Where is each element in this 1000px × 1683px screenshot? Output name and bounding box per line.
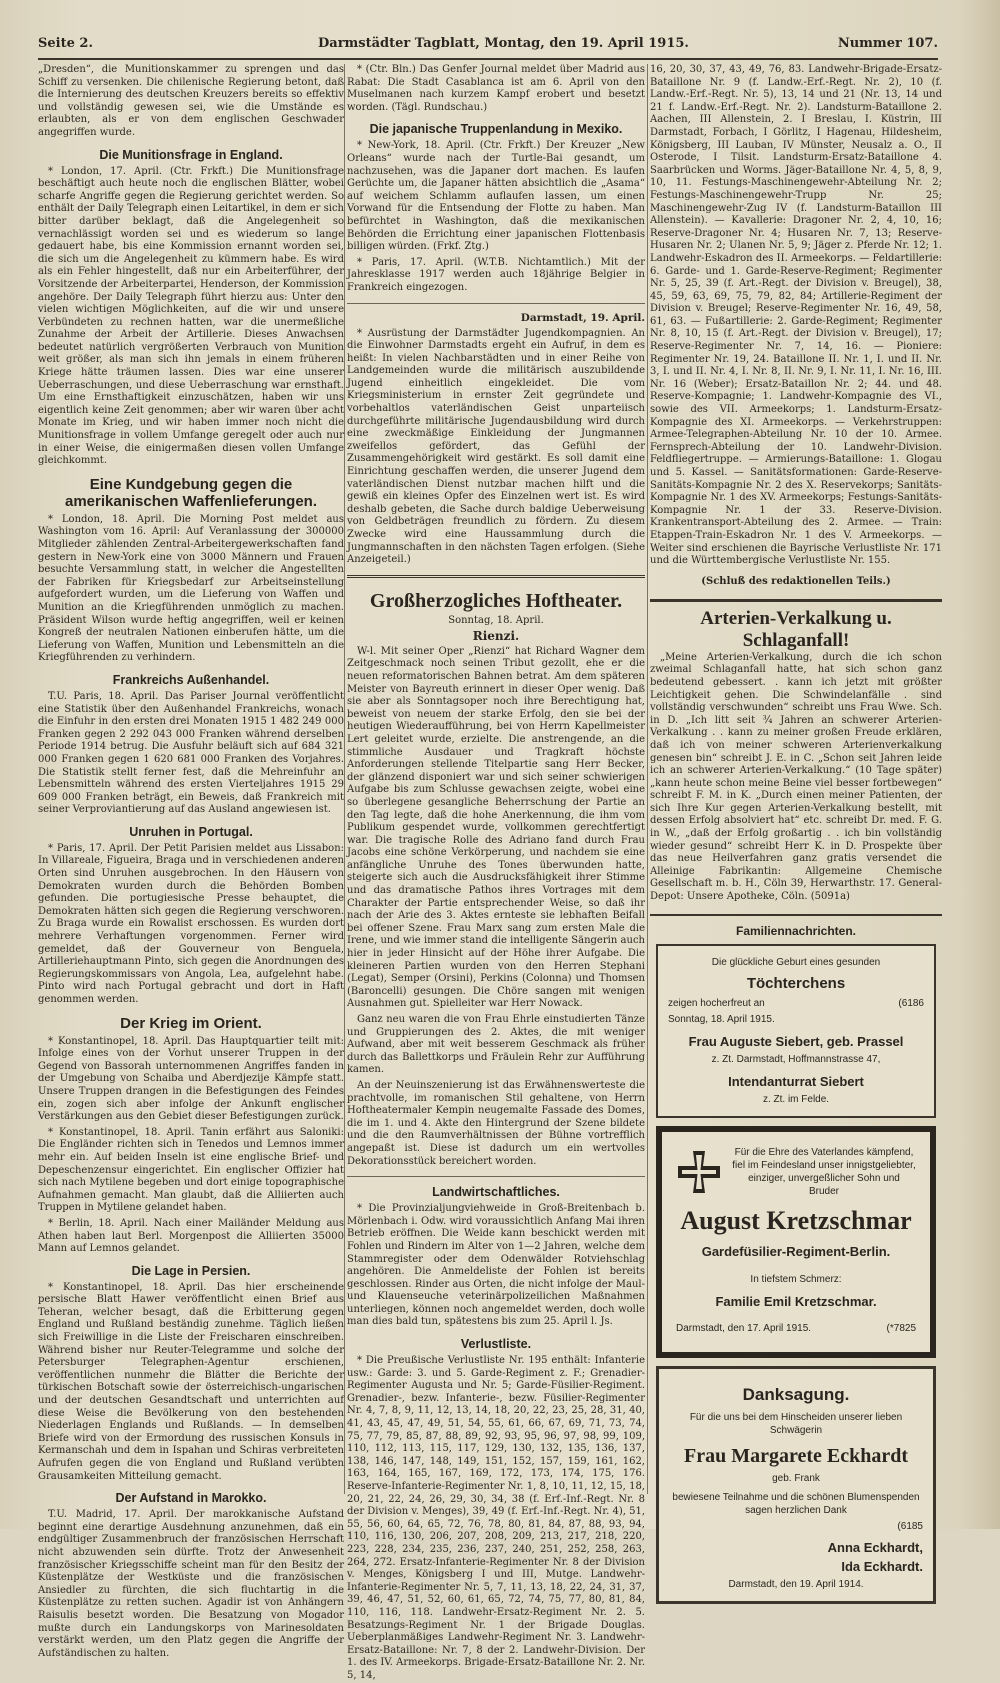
headline-hoftheater: Großherzogliches Hoftheater.: [369, 589, 623, 612]
thanks-place-date: Darmstadt, den 19. April 1914.: [728, 1578, 864, 1590]
death-intro: Für die Ehre des Vaterlandes kämpfend, fiel im Feindesland unser innigstgeliebter, einziger, unvergeßlicher Sohn und Bruder: [732, 1146, 916, 1197]
column-divider: [647, 64, 648, 1494]
headline-orient: Der Krieg im Orient.: [120, 1014, 262, 1032]
section-rule: [347, 1176, 645, 1177]
birth-date: Sonntag, 18. April 1915.: [668, 1013, 775, 1025]
birth-mother: Frau Auguste Siebert, geb. Prassel: [688, 1033, 904, 1049]
birth-line: Die glückliche Geburt eines gesunden: [711, 956, 881, 968]
thanks-notice: [656, 1366, 936, 1604]
regiment: Gardefüsilier-Regiment-Berlin.: [701, 1243, 891, 1259]
death-footer: [676, 1323, 916, 1334]
birth-row: [668, 998, 924, 1009]
column-divider: [344, 64, 345, 1494]
birth-address: z. Zt. Darmstadt, Hoffmannstrasse 47,: [711, 1053, 881, 1065]
ad-code: (6185: [897, 1520, 923, 1532]
article-paragraph: Ganz neu waren die von Frau Ehrle einstudierten Tänze und Gruppierungen des 2. Aktes, die mit weniger Aufwand, aber mit weit besserem Geschmack als früher durch das Ballettkorps und Fräulein Rehr zur Aufführung kamen.: [347, 1014, 645, 1076]
iron-cross-icon: [676, 1149, 722, 1195]
article-paragraph: T.U. Paris, 18. April. Das Pariser Journal veröffentlicht eine Statistik über den Außenhandel Frankreichs, wonach die Einfuhr in den ersten drei Monaten 1915 1 482 249 000 Franken gegen 2 292 043 000 Franken während derselben Periode 1914 betrug. Die Ausfuhr beläuft sich auf 684 321 000 Franken gegen 1 620 681 000 Franken des Vorjahres. Die Statistik stellt ferner fest, daß die Mehreinfuhr an Lebensmitteln während des ersten Vierteljahres 1915 29 609 000 Franken beträgt, ein Beweis, daß Frankreich mit seiner Verproviantierung auf das Ausland angewiesen ist.: [38, 690, 344, 816]
thanks-text: bewiesene Teilnahme und die schönen Blumenspenden sagen herzlichen Dank: [672, 1491, 920, 1516]
article-paragraph: * Die Preußische Verlustliste Nr. 195 enthält: Infanterie usw.: Garde: 3. und 5. Garde-Regiment z. F.; Grenadier-Regimenter Augusta und Nr. 5; Garde-Füsilier-Regiment. Grenadier-, bezw. Infanterie-, bezw. Füsilier-Regimenter Nr. 4, 7, 8, 9, 11, 12, 13, 14, 18, 20, 22, 23, 25, 28, 31, 40, 41, 43, 45, 47, 49, 51, 54, 55, 61, 66, 67, 69, 71, 73, 74, 75, 77, 79, 85, 87, 88, 89, 92, 93, 95, 96, 97, 98, 99, 109, 110, 112, 113, 115, 117, 129, 130, 132, 135, 136, 137, 138, 146, 147, 148, 149, 151, 152, 157, 159, 161, 162, 163, 164, 165, 167, 169, 172, 173, 174, 175, 176. Reserve-Infanterie-Regimenter Nr. 1, 8, 10, 11, 12, 15, 18, 20, 21, 22, 24, 26, 29, 30, 34, 38 (f. Erf.-Inf.-Regt. Nr. 8 der Division v. Menges), 39, 49 (f. Erf.-Inf.-Regt. Nr. 4), 51, 55, 56, 60, 64, 65, 72, 76, 78, 80, 81, 84, 87, 88, 93, 94, 110, 116, 130, 206, 207, 208, 209, 213, 217, 218, 220, 223, 228, 234, 235, 236, 237, 240, 251, 252, 258, 263, 264, 272. Ersatz-Infanterie-Regimenter Nr. 8 der Division v. Menges, Königsberg I und III, Mutge. Landwehr-Infanterie-Regimenter Nr. 5, 7, 11, 13, 18, 22, 24, 31, 37, 39, 46, 47, 51, 52, 60, 61, 65, 72, 74, 75, 77, 80, 81, 84, 110, 116, 118. Landwehr-Ersatz-Regiment Nr. 2. 5. Besatzungs-Regiment Nr. 1 der Brigade Douglas. Ueberplanmäßiges Landwehr-Regiment Nr. 3. Landwehr-Ersatz-Bataillone: Nr. 7, 8 der 2. Landwehr-Division. Der 1. des IV. Armeekorps. Brigade-Ersatz-Bataillone Nr. 2. Nr. 5, 14,: [347, 1355, 645, 1681]
birth-father: Intendanturrat Siebert: [728, 1073, 864, 1089]
end-editorial-note: (Schluß des redaktionellen Teils.): [701, 575, 891, 587]
header-rule: [38, 58, 938, 60]
death-notice: [656, 1126, 936, 1358]
headline-landwirtschaft: Landwirtschaftliches.: [432, 1185, 560, 1200]
article-paragraph: * Paris, 17. April. (W.T.B. Nichtamtlich.) Mit der Jahresklasse 1917 werden auch 18jährige Belgier in Frankreich eingezogen.: [347, 256, 645, 293]
thanks-signature: Ida Eckhardt.: [841, 1558, 923, 1574]
mourning-family: Familie Emil Kretzschmar.: [715, 1293, 877, 1309]
advertisement-arterien: [650, 599, 942, 904]
article-paragraph: * (Ctr. Bln.) Das Genfer Journal meldet über Madrid aus Rabat: Die Stadt Casablanca ist am 6. April von den Muselmanen nach kurzem Kampf erobert und besetzt worden. (Tägl. Rundschau.): [347, 64, 645, 113]
birth-address: z. Zt. im Felde.: [762, 1093, 830, 1105]
thanks-code-row: [669, 1521, 923, 1532]
ad-code: (*7825: [886, 1322, 916, 1334]
article-paragraph: * London, 17. April. (Ctr. Frkft.) Die Munitionsfrage beschäftigt auch heute noch die englischen Blätter, wobei scharfe Angriffe gegen die Regierung gerichtet werden. So enthält der Daily Telegraph einen Leitartikel, in dem er sich bitter darüber beklagt, daß die Angelegenheit so vernachlässigt worden sei und es wiederum so lange gedauert habe, bis eine Kommission ernannt worden sei, die sich um die Angelegenheit zu kümmern habe. Es wird als ein Fehler hingestellt, daß nur ein Arbeiterführer, der Vorsitzende der Arbeiterpartei, Henderson, der Kommission angehöre. Der Daily Telegraph führt hierzu aus: Unter den vielen wichtigen Möglichkeiten, auf die wir und unsere Verbündeten zu rechnen hatten, war die unermeßliche Zunahme der Arbeit der Artillerie. Dieses Anwachsen bedeutet natürlich vergrößerten Verbrauch von Munition weit größer, als man sich ihn jemals in einem früheren Kriege hätte träumen lassen. Dies war eine unserer Ueberraschungen, und diese Ueberraschung war ernsthaft. Um eine Ernsthaftigkeit einzuschätzen, haben wir uns eigentlich keine Zeit genommen; aber wir waren über acht Monate im Krieg, und wir haben immer noch nicht die Munitionsfrage in vollem Umfange geregelt oder auch nur in einer Weise, die einigermaßen diesen vollen Umfange gleichkommt.: [38, 165, 344, 467]
article-paragraph: * New-York, 18. April. (Ctr. Frkft.) Der Kreuzer „New Orleans“ wurde nach der Turtle-Bai gesandt, um nachzusehen, was die Japaner dort machen. Es laufen Gerüchte um, die Japaner hätten absichtlich die „Asama“ auf weichem Schlamm auflaufen lassen, um einen Vorwand für die Entsendung der Flotte zu haben. Man befürchtet in Washington, daß die mexikanischen Behörden die Errichtung einer japanischen Flottenbasis billigen würden. (Frkf. Ztg.): [347, 140, 645, 253]
article-paragraph: * Konstantinopel, 18. April. Tanin erfährt aus Saloniki: Die Engländer richten sich in Tenedos und Lemnos immer mehr ein. Auf beiden Inseln ist eine englische Brief- und Depeschenzensur eingerichtet. Ein englischer Offizier hat sich nach Mytilene begeben und dort einige topographische Aufnahmen gemacht. Man glaubt, daß die Alliierten auch Truppen in Mytilene gelandet haben.: [38, 1126, 344, 1214]
thanks-name: Frau Margarete Eckhardt: [683, 1444, 909, 1467]
page-header: [38, 36, 938, 56]
birth-announcement: [656, 944, 936, 1118]
article-paragraph: W-l. Mit seiner Oper „Rienzi“ hat Richard Wagner dem Zeitgeschmack noch seinen Tribut gezollt, ehe er die neuen reformatorischen Bahnen betrat. Am dem späteren Meister von Bayreuth erinnert in dieser Oper wenig. Daß sie aber als Sonntagsoper noch ihre Berechtigung hat, beweist von neuem der starke Erfolg, den sie bei der heutigen Wiederaufführung, bei von Herrn Kapellmeister Lert geleitet wurde, erzielte. Die anstrengende, an die stimmliche Ausdauer und Tragkraft höchste Anforderungen stellende Titelpartie sang Herr Becker, der glänzend disponiert war und sich seiner schwierigen Aufgabe bis zum Schlusse gewachsen zeigte, wobei eine so überlegene gesangliche Beherrschung der Partie an den Tag legte, daß die hohe Anerkennung, die ihm vom Publikum gespendet wurde, vollkommen gerechtfertigt war. Die tragische Rolle des Adriano fand durch Frau Jacobs eine schöne Verkörperung, und nachdem sie eine anfängliche Unruhe des Tones überwunden hatte, steigerte sich auch die Ausdrucksfähigkeit ihrer Stimme und das dramatische Pathos ihres Vortrages mit dem Charakter der Partie entsprechender Weise, so daß ihr nach der Arie des 3. Aktes ernteste sie lebhaften Beifall bei offener Szene. Frau Marx sang zum ersten Male die Irene, und wie immer stand die intelligente Sängerin auch hier in jeder Hinsicht auf der Höhe ihrer Aufgabe. Die kleineren Partien wurden von den Herren Stephani (Legat), Semper (Orsini), Perkins (Colonna) und Thomsen (Baroncelli) gesungen. Die Chöre sangen mit wenigen Ausnahmen gut. Spielleiter war Herr Nowack.: [347, 645, 645, 1010]
theater-play: Rienzi.: [472, 628, 520, 643]
article-paragraph: „Dresden“, die Munitionskammer zu sprengen und das Schiff zu versenken. Die chilenische Regierung betont, daß die Internierung des deutschen Kreuzers bereits so effektiv und vollständig gewesen sei, wie die Umstände es erlaubten, als er von dem englischen Geschwader angegriffen wurde.: [38, 64, 344, 138]
article-paragraph: * Konstantinopel, 18. April. Das Hauptquartier teilt mit: Infolge eines von der Vorhut unserer Truppen in der Gegend von Bassorah unternommenen Angriffes fanden in der Umgebung von Schaiba und Aberdjezije Kämpfe statt. Unsere Truppen drangen in die Befestigungen des Feindes ein, zogen sich aber infolge der Ankunft englischer Verstärkungen aus den Gebiet dieser Befestigungen zurück.: [38, 1035, 344, 1123]
death-place-date: Darmstadt, den 17. April 1915.: [676, 1322, 812, 1334]
column-1: [38, 64, 344, 1659]
birth-line: zeigen hocherfreut an: [668, 997, 765, 1009]
family-news-header: Familiennachrichten.: [650, 914, 942, 938]
article-paragraph: * Die Provinzialjungviehweide in Groß-Breitenbach b. Mörlenbach i. Odw. wird voraussichtlich Anfang Mai ihren Betrieb eröffnen. Die Weide kann beschickt werden mit Fohlen und Rindern im Alter von 1—2 Jahren, welche dem Stammregister oder dem Odenwälder Rotviehschlag angehören. Die Anmeldeliste der Fohlen ist bereits geschlossen. Rinder aus Orten, die nicht infolge der Maul- und Klauenseuche veterinärpolizeilichen Maßnahmen unterliegen, können noch angemeldet werden, doch wolle man dies bald tun, spätestens bis zum 25. April l. Js.: [347, 1203, 645, 1328]
masthead: Darmstädter Tagblatt, Montag, den 19. April 1915.: [318, 36, 689, 51]
issue-number: Nummer 107.: [837, 36, 938, 51]
column-2: [347, 64, 645, 1681]
mourning-line: In tiefstem Schmerz:: [750, 1273, 842, 1285]
thanks-signature: Anna Eckhardt,: [827, 1539, 923, 1555]
article-paragraph: * London, 18. April. Die Morning Post meldet aus Washington vom 16. April: Auf Veranlassung der 300000 Mitglieder zählenden Zentral-Arbeitergewerkschaften fand gestern in New-York eine von 3000 Männern und Frauen besuchte Versammlung statt, in welcher die Angestellten der Fabriken für Kriegsbedarf zur Arbeitseinstellung aufgefordert wurden, um die Lieferung von Waffen und Munition an die Kriegführenden unmöglich zu machen. Präsident Wilson wurde heftig angegriffen, weil er keinen Kongreß der neutralen Nationen einberufen hätte, um die Lieferung von Waffen, Munition und Lebensmitteln an die Kriegführenden zu verhindern.: [38, 513, 344, 664]
headline-mexiko: Die japanische Truppenlandung in Mexiko.: [369, 122, 623, 137]
local-dateline: Darmstadt, 19. April.: [520, 311, 645, 324]
birth-title: Töchterchens: [746, 974, 846, 992]
article-paragraph: * Konstantinopel, 18. April. Das hier erscheinende persische Blatt Hawer veröffentlicht einen Brief aus Teheran, welcher besagt, daß die Erbitterung gegen England und Rußland beständig zunehme. Täglich ließen sich Freiwillige in die Liste der Freischaren einschreiben. Während bisher nur Reuter-Telegramme und solche der Petersburger Telegraphen-Agentur erschienen, veröffentlichen nunmehr die Blätter die Berichte der türkischen Botschaft sowie der österreichisch-ungarischen und der deutschen Gesandtschaft und unterrichten auf diese Weise die Bevölkerung von den bestehenden Niederlagen Englands und Rußlands. — In demselben Briefe wird von der Ermordung des russischen Konsuls in Kermanschah und dem in Ispahan und Schiras verbreiteten Aufrufen gegen die von England und Rußland verübten Grausamkeiten Mitteilung gemacht.: [38, 1281, 344, 1482]
theater-date: Sonntag, 18. April.: [448, 614, 544, 626]
thanks-maiden-name: geb. Frank: [772, 1472, 820, 1484]
ad-text: „Meine Arterien-Verkalkung, durch die ich schon zweimal Schlaganfall hatte, hat sich schon ganz bedeutend gebessert. . kann ich jetzt mit größter Leichtigkeit gehen. Die Schwindelanfälle . sind vollständig verschwunden“ schreibt uns Frau Wwe. Sch. in D. „Ich litt seit ¾ Jahren an schwerer Arterien-Verkalkung . . kann zu meiner großen Freude erklären, daß ich von meiner schweren Arterienverkalkung genesen bin“ schreibt J. E. in C. „Schon seit Jahren leide ich an schwerer Arterien-Verkalkung.“ (10 Tage später) „kann heute schon meine Beine viel besser fortbewegen“ schreibt F. M. in K. „Durch einen meiner Patienten, der sich Ihre Kur gegen Arterien-Verkalkung bestellt, mit dessen Erfolg absolviert hat“ etc. schreibt Dr. med. F. G. in W., „daß der Erfolg großartig . . ich bin vollständig wieder gesund“ schreibt Herr K. in D. Prospekte über das neue Heilverfahren ganz gratis versendet die Alleinige Fabrikantin: Allgemeine Chemische Gesellschaft m. b. H., Cöln 39, Herwarthstr. 17. General-Depot: Unsere Apotheke, Cöln. (5091a): [650, 651, 942, 903]
death-notice-head: [676, 1146, 916, 1198]
thanks-text: Für die uns bei dem Hinscheiden unserer lieben Schwägerin: [689, 1411, 903, 1436]
headline-kundgebung: Eine Kundgebung gegen die amerikanischen Waffenlieferungen.: [64, 475, 317, 510]
article-paragraph: An der Neuinszenierung ist das Erwähnenswerteste die prachtvolle, im romanischen Stil gehaltene, von Herrn Hoftheatermaler Kempin neugemalte Fassade des Domes, die im 1. und 4. Akte den Hintergrund der Szene bildete und die den Raumverhältnissen der Bühne vortrefflich angepaßt ist. Diese ist dadurch um ein wertvolles Dekorationsstück bereichert worden.: [347, 1079, 645, 1167]
article-paragraph: 16, 20, 30, 37, 43, 49, 76, 83. Landwehr-Brigade-Ersatz-Bataillone Nr. 9 (f. Landw.-Erf.-Regt. Nr. 2), 10 (f. Landw.-Erf.-Regt. Nr. 5), 13, 14 und 21 (Nr. 13, 14 und 21 f. Landw.-Erf.-Regt. Nr. 2). Landsturm-Bataillone 2. Aachen, III Allenstein, 2. I Breslau, I. Küstrin, III Darmstadt, Forbach, I Görlitz, I Hagenau, Hildesheim, Königsberg, III Lauban, IV Münster, Neusalz a. O., II Osterode, I Tilsit. Landsturm-Ersatz-Bataillone 4. Saarbrücken und Worms. Jäger-Bataillone Nr. 4, 5, 8, 9, 10, 11. Festungs-Maschinengewehr-Abteilung Nr. 2; Festungs-Maschinengewehr-Trupp Nr. 25; Maschinengewehr-Zug IV (f. Landsturm-Bataillon III Allenstein). — Kavallerie: Dragoner Nr. 2, 4, 10, 16; Reserve-Dragoner Nr. 4; Husaren Nr. 7, 13; Reserve-Husaren Nr. 2; Ulanen Nr. 5, 9; Jäger z. Pferde Nr. 12; 1. Landwehr-Eskadron des II. Armeekorps. — Feldartillerie: 6. Garde- und 1. Garde-Reserve-Regiment; Regimenter Nr. 5, 25, 39 (f. Art.-Regt. der Division v. Breugel), 38, 45, 59, 63, 69, 75, 79, 82, 84; Artillerie-Regiment der Division v. Breugel; Reserve-Regimenter Nr. 16, 49, 58, 61, 63. — Fußartillerie: 2. Garde-Regiment; Regimenter Nr. 8, 10, 15 (f. Art.-Regt. der Division v. Breugel), 17; Reserve-Regimenter Nr. 7, 14, 16. — Pioniere: Regimenter Nr. 19, 24. Bataillone II. Nr. 1, I. und II. Nr. 3, I. und II. Nr. 4, I. Nr. 8, II. Nr. 9, I. Nr. 11, I. Nr. 16, III. Nr. 16 (Weber); Ersatz-Bataillon Nr. 2; 44. und 48. Reserve-Kompagnie; 1. Landwehr-Kompagnie des VI., sowie des VII. Armeekorps; 1. Landsturm-Ersatz-Kompagnie des XI. Armeekorps. — Verkehrstruppen: Armee-Telegraphen-Abteilung Nr. 10 der 10. Armee. Fernsprech-Abteilung der 10. Landwehr-Division. Feldfliegertruppe. — Armierungs-Bataillone: 1. Glogau und 5. Kassel. — Sanitätsformationen: Garde-Reserve-Sanitäts-Kompagnie Nr. 2 des X. Reservekorps; Sanitäts-Kompagnie Nr. 1 des XV. Armeekorps; Festungs-Sanitäts-Kompagnie Nr. 1 der 33. Reserve-Division. Krankentransport-Abteilung des 2. Armee. — Train: Etappen-Train-Eskadron Nr. 1 des V. Armeekorps. — Weiter sind erschienen die Bayrische Verlustliste Nr. 171 und die Württembergische Verlustliste Nr. 155.: [650, 64, 942, 567]
column-3: [650, 64, 942, 1590]
headline-persien: Die Lage in Persien.: [131, 1263, 251, 1278]
ad-code: (6186: [898, 997, 924, 1009]
headline-verlustliste: Verlustliste.: [460, 1337, 532, 1352]
headline-aussenhandel: Frankreichs Außenhandel.: [112, 672, 270, 687]
article-paragraph: * Paris, 17. April. Der Petit Parisien meldet aus Lissabon: In Villareale, Figueira, Braga und in verschiedenen anderen Orten sind Unruhen ausgebrochen. In den Häusern von Demokraten wurden durch die Behörden Bomben gefunden. Die portugiesische Presse behauptet, die Demokraten hätten sich gegen die Regierung verschworen. Zu Braga wurde ein Rowalist erschossen. Es wurden dort mehrere Verhaftungen vorgenommen. Ferner wird gemeldet, daß der Gouverneur von Benguela, Artilleriehauptmann Pinto, sich gegen die Anordnungen des Regierungskommissars von Angola, Lea, aufgelehnt habe. Pinto wird nach Portugal gebracht und dort in Haft genommen werden.: [38, 842, 344, 1005]
article-paragraph: T.U. Madrid, 17. April. Der marokkanische Aufstand beginnt eine derartige Ausdehnung anzunehmen, daß ein endgültiger Zusammenbruch der französischen Herrschaft nicht abzuwenden sein dürfte. Trotz der Anwesenheit französischer Kriegsschiffe scheint man für den Besitz der Küstenplätze der Westküste und die französischen Ansiedler zu fürchten, die sich fluchtartig in die Küstenplätze zu retten suchen. Agadir ist von Anhängern Raisulis besetzt worden. Die Besatzung von Mogador mußte durch ein Landungskorps von Marinesoldaten verstärkt werden, um den Platz gegen die Angriffe der Aufständischen zu halten.: [38, 1509, 344, 1659]
article-paragraph: * Ausrüstung der Darmstädter Jugendkompagnien. An die Einwohner Darmstadts ergeht ein Aufruf, in dem es heißt: In vielen Nachbarstädten und in einer Reihe von Landgemeinden wurde die militärisch auszubildende Jugend einheitlich eingekleidet. Die vom Kriegsministerium in ernster Zeit gegründete und vorbehaltlos vaterländischen Geist unparteiisch durchgeführte militärische Jugendausbildung wird durch eine zweckmäßige Einkleidung der Jungmannen zweifellos gefördert, das Gefühl der Zusammengehörigkeit wird gestärkt. Es soll damit eine Einrichtung geschaffen werden, die unserer Jugend dem vaterländischen Dienst nutzbar machen hilft und die gewiß ein kleines Opfer des Einzelnen wert ist. Es wird deshalb gebeten, die Sache durch baldige Ueberweisung von Geldbeträgen freundlich zu fördern. Zu diesem Zwecke wird eine Haussammlung durch die Jungmannschaften in den nächsten Tagen erfolgen. (Siehe Anzeigeteil.): [347, 327, 645, 566]
headline-munitionsfrage: Die Munitionsfrage in England.: [99, 147, 283, 162]
section-rule: [347, 303, 645, 304]
headline-portugal: Unruhen in Portugal.: [129, 824, 253, 839]
ad-title: Arterien-Verkalkung u. Schlaganfall!: [700, 607, 892, 651]
page-number: Seite 2.: [38, 36, 93, 51]
deceased-name: August Kretzschmar: [680, 1205, 912, 1235]
headline-marokko: Der Aufstand in Marokko.: [115, 1491, 267, 1506]
thanks-title: Danksagung.: [742, 1384, 850, 1404]
article-paragraph: * Berlin, 18. April. Nach einer Mailänder Meldung aus Athen haben laut Berl. Morgenpost die Alliierten 35000 Mann auf Lemnos gelandet.: [38, 1217, 344, 1255]
section-rule: [347, 575, 645, 578]
